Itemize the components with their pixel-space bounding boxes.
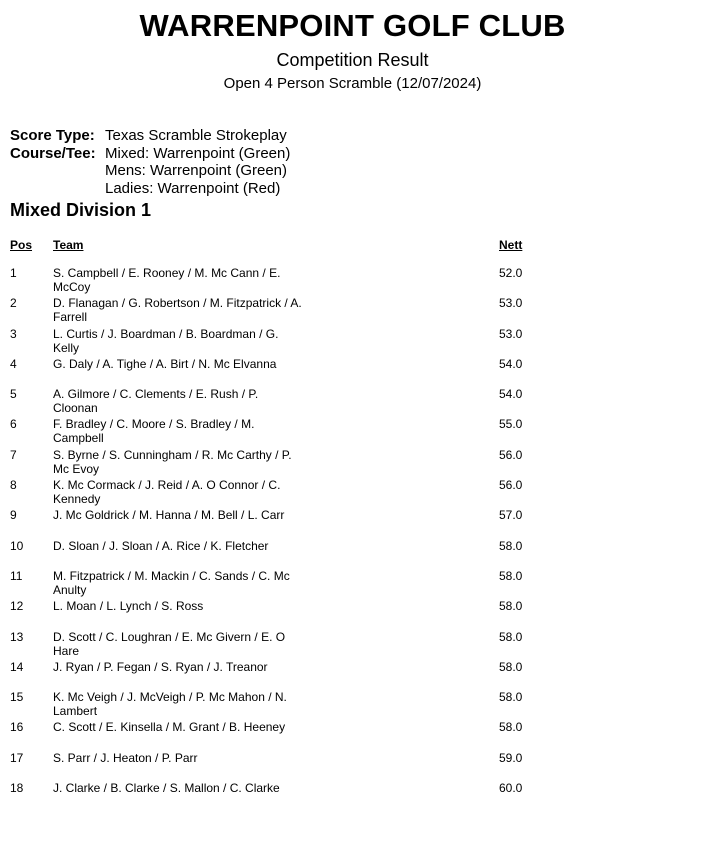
team-cell: A. Gilmore / C. Clements / E. Rush / P. Cloonan [53, 387, 259, 416]
position-cell: 2 [10, 296, 17, 311]
position-cell: 16 [10, 720, 24, 735]
column-header-nett: Nett [499, 238, 523, 252]
team-cell: J. Clarke / B. Clarke / S. Mallon / C. Clarke [53, 781, 280, 796]
position-cell: 7 [10, 447, 17, 462]
team-cell: D. Flanagan / G. Robertson / M. Fitzpatrick / A. Farrell [53, 296, 302, 325]
table-row [0, 569, 705, 599]
position-cell: 18 [10, 781, 24, 796]
column-header-team: Team [53, 238, 84, 252]
table-row [0, 751, 705, 781]
table-row [0, 599, 705, 629]
table-row [0, 508, 705, 538]
position-cell: 1 [10, 266, 17, 280]
course-tee-ladies: Ladies: Warrenpoint (Red) [105, 179, 281, 197]
table-row [0, 357, 705, 387]
position-cell: 14 [10, 659, 24, 674]
team-cell: K. Mc Cormack / J. Reid / A. O Connor / C. Kennedy [53, 478, 281, 507]
team-cell: J. Ryan / P. Fegan / S. Ryan / J. Treanor [53, 659, 268, 674]
score-type-value: Texas Scramble Strokeplay [105, 127, 287, 144]
position-cell: 13 [10, 629, 24, 644]
nett-score-cell: 52.0 [499, 266, 523, 280]
nett-score-cell: 54.0 [499, 356, 523, 371]
nett-score-cell: 54.0 [499, 387, 523, 402]
table-row [0, 327, 705, 357]
nett-score-cell: 58.0 [499, 629, 523, 644]
table-row [0, 539, 705, 569]
position-cell: 17 [10, 750, 24, 765]
table-row [0, 417, 705, 447]
table-row [0, 387, 705, 417]
club-title: WARRENPOINT GOLF CLUB [139, 8, 566, 43]
table-row [0, 630, 705, 660]
position-cell: 4 [10, 356, 17, 371]
course-tee-mixed: Mixed: Warrenpoint (Green) [105, 144, 291, 162]
table-row [0, 720, 705, 750]
position-cell: 10 [10, 538, 24, 553]
nett-score-cell: 56.0 [499, 447, 523, 462]
nett-score-cell: 58.0 [499, 690, 523, 705]
table-row [0, 478, 705, 508]
table-row [0, 296, 705, 326]
nett-score-cell: 58.0 [499, 568, 523, 583]
team-cell: K. Mc Veigh / J. McVeigh / P. Mc Mahon / N. Lambert [53, 690, 287, 719]
team-cell: F. Bradley / C. Moore / S. Bradley / M. Campbell [53, 417, 255, 446]
course-tee-row [10, 145, 290, 198]
column-header-pos: Pos [10, 238, 33, 252]
course-tee-label: Course/Tee: [10, 144, 96, 162]
nett-score-cell: 58.0 [499, 599, 523, 614]
nett-score-cell: 55.0 [499, 417, 523, 432]
position-cell: 12 [10, 599, 24, 614]
table-row [0, 660, 705, 690]
team-cell: S. Byrne / S. Cunningham / R. Mc Carthy / P. Mc Evoy [53, 447, 292, 476]
score-type-label: Score Type: [10, 127, 95, 144]
nett-score-cell: 57.0 [499, 508, 523, 523]
team-cell: D. Scott / C. Loughran / E. Mc Givern / E. O Hare [53, 629, 286, 658]
nett-score-cell: 59.0 [499, 750, 523, 765]
team-cell: S. Parr / J. Heaton / P. Parr [53, 750, 198, 765]
position-cell: 6 [10, 417, 17, 432]
nett-score-cell: 53.0 [499, 296, 523, 311]
competition-name: Open 4 Person Scramble (12/07/2024) [223, 75, 482, 92]
course-tee-values [105, 145, 290, 198]
nett-score-cell: 60.0 [499, 781, 523, 796]
team-cell: G. Daly / A. Tighe / A. Birt / N. Mc Elvanna [53, 356, 277, 371]
table-row [0, 781, 705, 811]
team-cell: C. Scott / E. Kinsella / M. Grant / B. Heeney [53, 720, 286, 735]
nett-score-cell: 58.0 [499, 538, 523, 553]
nett-score-cell: 53.0 [499, 326, 523, 341]
team-cell: D. Sloan / J. Sloan / A. Rice / K. Fletcher [53, 538, 269, 553]
position-cell: 5 [10, 387, 17, 402]
results-table [0, 266, 705, 811]
team-cell: M. Fitzpatrick / M. Mackin / C. Sands / C. Mc Anulty [53, 568, 290, 597]
course-tee-mens: Mens: Warrenpoint (Green) [105, 162, 288, 179]
nett-score-cell: 58.0 [499, 720, 523, 735]
division-title: Mixed Division 1 [10, 200, 152, 220]
table-row [0, 448, 705, 478]
team-cell: S. Campbell / E. Rooney / M. Mc Cann / E. McCoy [53, 266, 281, 294]
nett-score-cell: 56.0 [499, 478, 523, 493]
table-row [0, 690, 705, 720]
position-cell: 3 [10, 326, 17, 341]
nett-score-cell: 58.0 [499, 659, 523, 674]
score-type-row [10, 127, 290, 145]
table-row [0, 266, 705, 296]
competition-details [10, 127, 290, 197]
team-cell: L. Moan / L. Lynch / S. Ross [53, 599, 204, 614]
position-cell: 8 [10, 478, 17, 493]
team-cell: J. Mc Goldrick / M. Hanna / M. Bell / L. Carr [53, 508, 285, 523]
position-cell: 15 [10, 690, 24, 705]
position-cell: 11 [10, 568, 23, 583]
team-cell: L. Curtis / J. Boardman / B. Boardman / G. Kelly [53, 326, 279, 355]
report-subtitle: Competition Result [276, 50, 429, 70]
position-cell: 9 [10, 508, 17, 523]
